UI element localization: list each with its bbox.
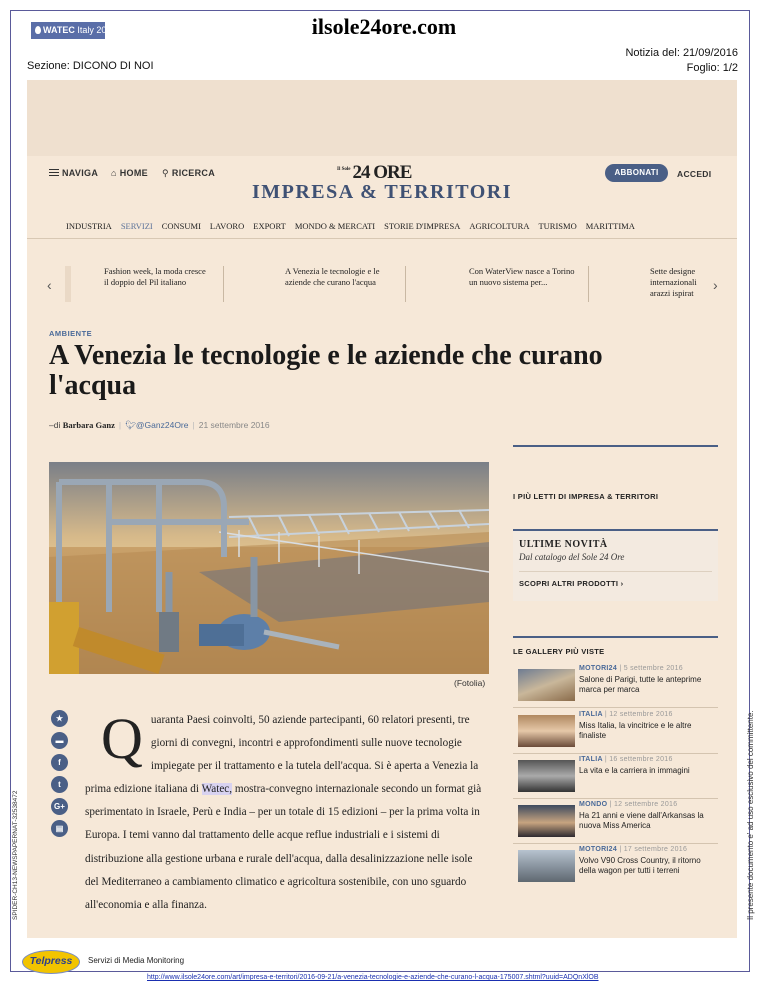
dropcap: Q xyxy=(101,706,143,771)
nav-naviga[interactable]: NAVIGA xyxy=(49,168,98,184)
nav-home[interactable]: ⌂ HOME xyxy=(111,168,148,178)
twitter-icon[interactable]: t xyxy=(51,776,68,793)
menu-item-agricoltura[interactable]: AGRICOLTURA xyxy=(469,221,530,231)
print-icon[interactable]: ▤ xyxy=(51,820,68,837)
chevron-right-icon: › xyxy=(620,579,624,588)
watec-logo: WATEC Italy 2016 xyxy=(31,22,105,39)
gallery-item[interactable]: ITALIA | 12 settembre 2016 Miss Italia, la vincitrice e le altre finaliste xyxy=(513,708,718,752)
menu-icon xyxy=(49,169,59,176)
search-icon: ⚲ xyxy=(162,168,169,178)
menu-divider xyxy=(27,238,737,239)
menu-item-industria[interactable]: INDUSTRIA xyxy=(66,221,112,231)
abbonati-button[interactable]: ABBONATI xyxy=(605,164,668,182)
usage-notice: Il presente documento e' ad uso esclusivo del committente. xyxy=(746,710,755,920)
gallery-thumbnail xyxy=(518,760,575,792)
gallery-divider xyxy=(513,636,718,638)
author[interactable]: Barbara Ganz xyxy=(62,420,115,430)
notizia-date: Notizia del: 21/09/2016 xyxy=(625,47,738,59)
googleplus-icon[interactable]: G+ xyxy=(51,798,68,815)
accedi-link[interactable]: ACCEDI xyxy=(677,169,712,179)
document-code: SPIDER-CH13-NEWSPAPERNAT-32538472 xyxy=(12,790,19,920)
menu-item-mondo-mercati[interactable]: MONDO & MERCATI xyxy=(294,221,376,231)
foglio: Foglio: 1/2 xyxy=(686,62,738,74)
menu-item-consumi[interactable]: CONSUMI xyxy=(161,221,201,231)
scopri-link[interactable]: SCOPRI ALTRI PRODOTTI › xyxy=(519,579,624,588)
carousel-divider xyxy=(405,266,406,302)
highlighted-keyword: Watec, xyxy=(201,783,233,796)
gallery-item[interactable]: MONDO | 12 settembre 2016 Ha 21 anni e viene dall'Arkansas la nuova Miss America xyxy=(513,798,718,842)
carousel-prev-icon[interactable]: ‹ xyxy=(47,277,52,293)
byline: –di Barbara Ganz | 🐦︎@Ganz24Ore | 21 settembre 2016 xyxy=(49,420,270,430)
ultime-title: ULTIME NOVITÀ xyxy=(519,539,608,550)
article-body: Quaranta Paesi coinvolti, 50 aziende partecipanti, 60 relatori presenti, tre giorni di convegni, incontri e approfondimenti sulle nuove tecnologie impiegate per il trattamento e la tutela dell'acqua. Si è aperta a Venezia la prima edizione italiana di Watec, mostra-convegno internazionale secondo un format già sperimentato in Israele, Perù e India – per un totale di 15 edizioni – per la prima volta in Europa. I temi vanno dal trattamento delle acque reflue industriali e i sistemi di distribuzione alla gestione urbana e rurale dell'acqua, dalla desalinizzazione nelle isole del Mediterraneo a cambiamento climatico e agricoltura sostenibile, con uno sguardo all'economia e alla finanza. xyxy=(85,706,482,911)
gallery-item[interactable]: MOTORI24 | 17 settembre 2016 Volvo V90 Cross Country, il ritorno della wagon per tutti i terreni xyxy=(513,843,718,887)
menu-item-lavoro[interactable]: LAVORO xyxy=(209,221,245,231)
photo-caption: (Fotolia) xyxy=(454,678,486,688)
sole24ore-logo[interactable]: $^{Il Sole}$ 24 ORE xyxy=(337,162,412,183)
gallery-item[interactable]: MOTORI24 | 5 settembre 2016 Salone di Parigi, tutte le anteprime marca per marca xyxy=(513,662,718,706)
ultime-novita-box xyxy=(513,529,718,601)
carousel-item[interactable]: A Venezia le tecnologie e le aziende che curano l'acqua xyxy=(285,266,380,287)
menu-item-storie-impresa[interactable]: STORIE D'IMPRESA xyxy=(384,221,461,231)
carousel-next-icon[interactable]: › xyxy=(713,277,718,293)
carousel-item[interactable]: Con WaterView nasce a Torino un nuovo sistema per... xyxy=(469,266,575,287)
gallery-thumbnail xyxy=(518,805,575,837)
section-menu xyxy=(66,221,644,231)
servizi-label: Servizi di Media Monitoring xyxy=(88,956,185,965)
twitter-bird-icon: 🐦︎ xyxy=(125,420,136,430)
gallery-title: LE GALLERY PIÙ VISTE xyxy=(513,647,605,656)
gallery-item[interactable]: ITALIA | 16 settembre 2016 La vita e la carriera in immagini xyxy=(513,753,718,797)
gallery-thumbnail xyxy=(518,669,575,701)
article-kicker[interactable]: AMBIENTE xyxy=(49,329,93,338)
telpress-logo: Telpress xyxy=(22,950,80,974)
article-headline: A Venezia le tecnologie e le aziende che curano l'acqua xyxy=(49,340,603,401)
ultime-subtitle: Dal catalogo del Sole 24 Ore xyxy=(519,552,625,562)
clipping-meta xyxy=(625,46,738,76)
nav-ricerca[interactable]: ⚲ RICERCA xyxy=(162,168,216,178)
carousel-divider xyxy=(223,266,224,302)
carousel-item[interactable]: Fashion week, la moda cresce il doppio del Pil italiano xyxy=(104,266,206,287)
twitter-handle[interactable]: 🐦︎@Ganz24Ore xyxy=(125,420,189,430)
home-icon: ⌂ xyxy=(111,168,117,178)
source-url[interactable]: http://www.ilsole24ore.com/art/impresa-e-territori/2016-09-21/a-venezia-tecnologie-e-aziende-che-curano-l-acqua-175007.shtml?uuid=ADQnXlOB xyxy=(147,974,599,981)
menu-item-servizi[interactable]: SERVIZI xyxy=(120,221,153,231)
water-treatment-plant-image xyxy=(49,462,489,674)
menu-item-turismo[interactable]: TURISMO xyxy=(538,221,577,231)
menu-item-export[interactable]: EXPORT xyxy=(253,221,286,231)
gallery-thumbnail xyxy=(518,715,575,747)
carousel-divider xyxy=(588,266,589,302)
carousel-thumb xyxy=(65,266,71,302)
menu-item-marittima[interactable]: MARITTIMA xyxy=(585,221,635,231)
carousel-item[interactable]: Sette designe internazionali arazzi ispirat xyxy=(650,266,697,298)
section-title: IMPRESA & TERRITORI xyxy=(251,181,513,203)
sezione: Sezione: DICONO DI NOI xyxy=(27,60,154,72)
ad-banner xyxy=(27,80,737,156)
sidebar-divider xyxy=(513,445,718,447)
piu-letti-title[interactable]: I PIÙ LETTI DI IMPRESA & TERRITORI xyxy=(513,492,659,501)
article-screenshot xyxy=(27,80,737,938)
site-title: ilsole24ore.com xyxy=(311,14,457,39)
facebook-icon[interactable]: f xyxy=(51,754,68,771)
comment-icon[interactable]: ▬ xyxy=(51,732,68,749)
article-date: 21 settembre 2016 xyxy=(198,420,270,430)
gallery-thumbnail xyxy=(518,850,575,882)
star-icon[interactable]: ★ xyxy=(51,710,68,727)
article-photo xyxy=(49,462,489,674)
